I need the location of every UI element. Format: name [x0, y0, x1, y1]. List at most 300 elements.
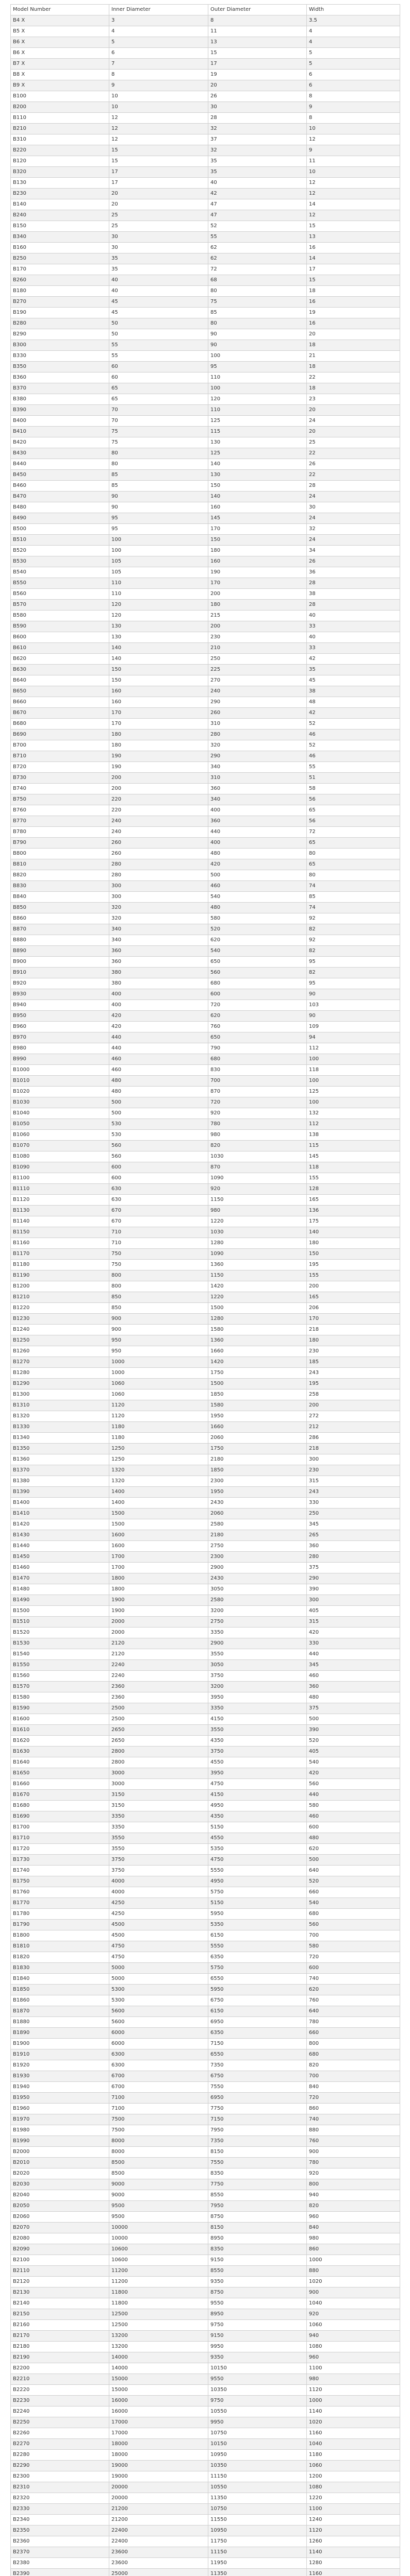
cell-model-number: B2240 — [11, 2406, 109, 2417]
cell-outer-diameter: 85 — [208, 308, 307, 318]
table-row — [11, 1985, 400, 1995]
cell-outer-diameter: 9950 — [208, 2417, 307, 2428]
cell-inner-diameter: 130 — [109, 621, 208, 632]
cell-inner-diameter: 11200 — [109, 2266, 208, 2277]
cell-outer-diameter: 10750 — [208, 2428, 307, 2439]
cell-model-number: B1250 — [11, 1335, 109, 1346]
cell-inner-diameter: 7 — [109, 59, 208, 70]
table-row — [11, 189, 400, 199]
header-model-number: Model Number — [11, 5, 109, 15]
cell-model-number: B1240 — [11, 1325, 109, 1335]
cell-width: 46 — [307, 730, 400, 740]
cell-model-number: B540 — [11, 567, 109, 578]
cell-inner-diameter: 2240 — [109, 1660, 208, 1671]
cell-inner-diameter: 3150 — [109, 1801, 208, 1811]
table-row — [11, 80, 400, 91]
cell-outer-diameter: 290 — [208, 697, 307, 708]
cell-inner-diameter: 180 — [109, 730, 208, 740]
cell-inner-diameter: 3000 — [109, 1779, 208, 1790]
cell-model-number: B900 — [11, 957, 109, 968]
table-row — [11, 2428, 400, 2439]
table-row — [11, 675, 400, 686]
cell-width: 920 — [307, 2309, 400, 2320]
table-row — [11, 70, 400, 80]
cell-outer-diameter: 650 — [208, 1032, 307, 1043]
cell-model-number: B1540 — [11, 1649, 109, 1660]
cell-model-number: B1840 — [11, 1974, 109, 1985]
cell-inner-diameter: 500 — [109, 1097, 208, 1108]
cell-width: 30 — [307, 502, 400, 513]
cell-width: 520 — [307, 1736, 400, 1747]
table-row — [11, 2104, 400, 2114]
table-row — [11, 762, 400, 773]
cell-outer-diameter: 1500 — [208, 1379, 307, 1389]
cell-outer-diameter: 7350 — [208, 2136, 307, 2147]
cell-outer-diameter: 1850 — [208, 1465, 307, 1476]
cell-model-number: B1380 — [11, 1476, 109, 1487]
cell-inner-diameter: 18000 — [109, 2450, 208, 2461]
cell-inner-diameter: 9000 — [109, 2179, 208, 2190]
cell-model-number: B100 — [11, 91, 109, 102]
cell-width: 272 — [307, 1411, 400, 1422]
table-row — [11, 1270, 400, 1281]
cell-width: 11 — [307, 156, 400, 167]
cell-outer-diameter: 11150 — [208, 2547, 307, 2558]
cell-outer-diameter: 310 — [208, 719, 307, 730]
table-row — [11, 1833, 400, 1844]
cell-model-number: B580 — [11, 611, 109, 621]
cell-width: 65 — [307, 859, 400, 870]
cell-outer-diameter: 580 — [208, 913, 307, 924]
cell-outer-diameter: 80 — [208, 318, 307, 329]
cell-model-number: B520 — [11, 546, 109, 556]
cell-width: 9 — [307, 102, 400, 113]
cell-outer-diameter: 180 — [208, 546, 307, 556]
cell-outer-diameter: 6950 — [208, 2093, 307, 2104]
cell-model-number: B830 — [11, 881, 109, 892]
cell-inner-diameter: 12 — [109, 124, 208, 134]
cell-model-number: B360 — [11, 372, 109, 383]
table-row — [11, 2147, 400, 2158]
cell-width: 94 — [307, 1032, 400, 1043]
cell-model-number: B460 — [11, 481, 109, 492]
table-row — [11, 1779, 400, 1790]
table-row — [11, 1747, 400, 1757]
cell-outer-diameter: 360 — [208, 816, 307, 827]
cell-inner-diameter: 90 — [109, 502, 208, 513]
cell-inner-diameter: 280 — [109, 859, 208, 870]
cell-outer-diameter: 9750 — [208, 2320, 307, 2331]
cell-inner-diameter: 530 — [109, 1130, 208, 1141]
table-row — [11, 1584, 400, 1595]
cell-model-number: B2060 — [11, 2212, 109, 2223]
cell-width: 100 — [307, 1076, 400, 1087]
table-row — [11, 102, 400, 113]
cell-inner-diameter: 15 — [109, 156, 208, 167]
cell-model-number: B1460 — [11, 1563, 109, 1573]
cell-outer-diameter: 2900 — [208, 1563, 307, 1573]
cell-inner-diameter: 21200 — [109, 2504, 208, 2515]
cell-width: 900 — [307, 2287, 400, 2298]
cell-inner-diameter: 23600 — [109, 2558, 208, 2569]
table-row — [11, 1314, 400, 1325]
cell-model-number: B1330 — [11, 1422, 109, 1433]
cell-model-number: B1850 — [11, 1985, 109, 1995]
cell-width: 390 — [307, 1725, 400, 1736]
cell-inner-diameter: 20 — [109, 199, 208, 210]
cell-width: 360 — [307, 1682, 400, 1692]
cell-outer-diameter: 230 — [208, 632, 307, 643]
cell-model-number: B500 — [11, 524, 109, 535]
cell-width: 26 — [307, 459, 400, 470]
cell-model-number: B1610 — [11, 1725, 109, 1736]
cell-outer-diameter: 3050 — [208, 1660, 307, 1671]
cell-outer-diameter: 125 — [208, 448, 307, 459]
cell-width: 80 — [307, 849, 400, 859]
cell-outer-diameter: 110 — [208, 372, 307, 383]
table-row — [11, 1476, 400, 1487]
cell-width: 3.5 — [307, 15, 400, 26]
cell-width: 1080 — [307, 2342, 400, 2352]
cell-width: 155 — [307, 1173, 400, 1184]
cell-model-number: B2300 — [11, 2471, 109, 2482]
cell-width: 55 — [307, 762, 400, 773]
table-row — [11, 2298, 400, 2309]
table-row — [11, 221, 400, 232]
cell-inner-diameter: 6 — [109, 48, 208, 59]
cell-model-number: B2040 — [11, 2190, 109, 2201]
cell-width: 90 — [307, 989, 400, 1000]
cell-width: 165 — [307, 1195, 400, 1206]
cell-model-number: B810 — [11, 859, 109, 870]
cell-outer-diameter: 260 — [208, 708, 307, 719]
cell-outer-diameter: 47 — [208, 199, 307, 210]
cell-inner-diameter: 190 — [109, 762, 208, 773]
cell-outer-diameter: 2300 — [208, 1476, 307, 1487]
table-row — [11, 1801, 400, 1811]
table-row — [11, 946, 400, 957]
table-row — [11, 567, 400, 578]
cell-model-number: B1500 — [11, 1606, 109, 1617]
cell-model-number: B310 — [11, 134, 109, 145]
cell-width: 100 — [307, 1054, 400, 1065]
cell-outer-diameter: 30 — [208, 102, 307, 113]
cell-outer-diameter: 3950 — [208, 1692, 307, 1703]
table-row — [11, 1974, 400, 1985]
cell-inner-diameter: 160 — [109, 697, 208, 708]
cell-inner-diameter: 120 — [109, 600, 208, 611]
cell-width: 1160 — [307, 2428, 400, 2439]
cell-inner-diameter: 1800 — [109, 1573, 208, 1584]
cell-inner-diameter: 1700 — [109, 1552, 208, 1563]
table-row — [11, 665, 400, 675]
cell-width: 56 — [307, 794, 400, 805]
table-row — [11, 2244, 400, 2255]
cell-outer-diameter: 55 — [208, 232, 307, 243]
cell-outer-diameter: 2300 — [208, 1552, 307, 1563]
cell-width: 1060 — [307, 2320, 400, 2331]
table-row — [11, 1216, 400, 1227]
cell-inner-diameter: 15000 — [109, 2374, 208, 2385]
table-row — [11, 2266, 400, 2277]
cell-outer-diameter: 5150 — [208, 1898, 307, 1909]
cell-outer-diameter: 6750 — [208, 2071, 307, 2082]
cell-model-number: B1040 — [11, 1108, 109, 1119]
cell-width: 140 — [307, 1227, 400, 1238]
cell-model-number: B2290 — [11, 2461, 109, 2471]
cell-model-number: B440 — [11, 459, 109, 470]
cell-width: 42 — [307, 654, 400, 665]
cell-model-number: B2080 — [11, 2233, 109, 2244]
cell-inner-diameter: 280 — [109, 870, 208, 881]
cell-outer-diameter: 7950 — [208, 2201, 307, 2212]
cell-outer-diameter: 560 — [208, 968, 307, 978]
cell-inner-diameter: 17000 — [109, 2417, 208, 2428]
cell-outer-diameter: 3350 — [208, 1628, 307, 1638]
cell-outer-diameter: 4550 — [208, 1757, 307, 1768]
cell-model-number: B1670 — [11, 1790, 109, 1801]
cell-model-number: B710 — [11, 751, 109, 762]
cell-inner-diameter: 21200 — [109, 2515, 208, 2526]
cell-model-number: B1620 — [11, 1736, 109, 1747]
cell-model-number: B1210 — [11, 1292, 109, 1303]
cell-inner-diameter: 12 — [109, 134, 208, 145]
cell-outer-diameter: 240 — [208, 686, 307, 697]
cell-model-number: B1940 — [11, 2082, 109, 2093]
cell-model-number: B770 — [11, 816, 109, 827]
cell-outer-diameter: 4950 — [208, 1801, 307, 1811]
cell-outer-diameter: 115 — [208, 427, 307, 437]
cell-outer-diameter: 130 — [208, 470, 307, 481]
table-row — [11, 2352, 400, 2363]
cell-outer-diameter: 250 — [208, 654, 307, 665]
cell-inner-diameter: 850 — [109, 1292, 208, 1303]
cell-inner-diameter: 4 — [109, 26, 208, 37]
cell-width: 115 — [307, 1141, 400, 1151]
table-row — [11, 2255, 400, 2266]
table-row — [11, 113, 400, 124]
cell-inner-diameter: 1060 — [109, 1389, 208, 1400]
table-row — [11, 2406, 400, 2417]
cell-outer-diameter: 90 — [208, 329, 307, 340]
cell-inner-diameter: 30 — [109, 243, 208, 253]
cell-outer-diameter: 5750 — [208, 1887, 307, 1898]
cell-outer-diameter: 3050 — [208, 1584, 307, 1595]
cell-model-number: B1370 — [11, 1465, 109, 1476]
cell-model-number: B1980 — [11, 2125, 109, 2136]
cell-model-number: B110 — [11, 113, 109, 124]
cell-outer-diameter: 650 — [208, 957, 307, 968]
cell-inner-diameter: 4750 — [109, 1941, 208, 1952]
cell-width: 720 — [307, 1952, 400, 1963]
cell-outer-diameter: 1850 — [208, 1389, 307, 1400]
table-row — [11, 1141, 400, 1151]
cell-outer-diameter: 90 — [208, 340, 307, 351]
cell-inner-diameter: 95 — [109, 524, 208, 535]
table-row — [11, 264, 400, 275]
cell-outer-diameter: 5950 — [208, 1985, 307, 1995]
cell-model-number: B350 — [11, 362, 109, 372]
cell-model-number: B200 — [11, 102, 109, 113]
cell-width: 65 — [307, 805, 400, 816]
cell-width: 820 — [307, 2201, 400, 2212]
cell-model-number: B1110 — [11, 1184, 109, 1195]
cell-inner-diameter: 1800 — [109, 1584, 208, 1595]
cell-model-number: B6 X — [11, 48, 109, 59]
table-row — [11, 308, 400, 318]
cell-outer-diameter: 5550 — [208, 1941, 307, 1952]
table-row — [11, 2374, 400, 2385]
table-row — [11, 232, 400, 243]
cell-model-number: B1120 — [11, 1195, 109, 1206]
cell-outer-diameter: 290 — [208, 751, 307, 762]
cell-inner-diameter: 70 — [109, 405, 208, 416]
cell-outer-diameter: 200 — [208, 621, 307, 632]
cell-model-number: B1400 — [11, 1498, 109, 1509]
cell-inner-diameter: 1120 — [109, 1400, 208, 1411]
cell-width: 18 — [307, 383, 400, 394]
cell-width: 58 — [307, 784, 400, 794]
cell-outer-diameter: 11350 — [208, 2569, 307, 2576]
cell-model-number: B430 — [11, 448, 109, 459]
cell-width: 880 — [307, 2125, 400, 2136]
cell-width: 780 — [307, 2158, 400, 2168]
cell-width: 33 — [307, 621, 400, 632]
cell-model-number: B2370 — [11, 2547, 109, 2558]
cell-inner-diameter: 320 — [109, 903, 208, 913]
cell-model-number: B1560 — [11, 1671, 109, 1682]
cell-outer-diameter: 37 — [208, 134, 307, 145]
cell-model-number: B510 — [11, 535, 109, 546]
cell-outer-diameter: 1360 — [208, 1260, 307, 1270]
cell-inner-diameter: 4500 — [109, 1920, 208, 1930]
cell-inner-diameter: 16000 — [109, 2406, 208, 2417]
table-row — [11, 124, 400, 134]
table-row — [11, 1227, 400, 1238]
table-row — [11, 91, 400, 102]
table-row — [11, 145, 400, 156]
table-row — [11, 1000, 400, 1011]
cell-inner-diameter: 105 — [109, 567, 208, 578]
table-row — [11, 1292, 400, 1303]
cell-width: 1260 — [307, 2536, 400, 2547]
table-row — [11, 1411, 400, 1422]
table-row — [11, 1660, 400, 1671]
cell-inner-diameter: 2000 — [109, 1617, 208, 1628]
table-body — [11, 15, 400, 2576]
cell-inner-diameter: 17 — [109, 178, 208, 189]
table-row — [11, 1757, 400, 1768]
cell-model-number: B190 — [11, 308, 109, 318]
cell-model-number: B1060 — [11, 1130, 109, 1141]
cell-outer-diameter: 1660 — [208, 1346, 307, 1357]
cell-outer-diameter: 480 — [208, 849, 307, 859]
cell-model-number: B1960 — [11, 2104, 109, 2114]
cell-width: 195 — [307, 1260, 400, 1270]
cell-model-number: B1520 — [11, 1628, 109, 1638]
cell-outer-diameter: 160 — [208, 556, 307, 567]
table-row — [11, 913, 400, 924]
cell-inner-diameter: 85 — [109, 481, 208, 492]
cell-width: 40 — [307, 611, 400, 621]
cell-model-number: B7 X — [11, 59, 109, 70]
cell-outer-diameter: 8350 — [208, 2244, 307, 2255]
table-row — [11, 1054, 400, 1065]
cell-inner-diameter: 480 — [109, 1087, 208, 1097]
cell-inner-diameter: 22400 — [109, 2526, 208, 2536]
cell-inner-diameter: 10600 — [109, 2255, 208, 2266]
table-row — [11, 1552, 400, 1563]
cell-model-number: B1220 — [11, 1303, 109, 1314]
cell-inner-diameter: 460 — [109, 1065, 208, 1076]
table-row — [11, 1130, 400, 1141]
cell-inner-diameter: 300 — [109, 892, 208, 903]
table-row — [11, 2363, 400, 2374]
cell-inner-diameter: 1500 — [109, 1519, 208, 1530]
cell-outer-diameter: 140 — [208, 459, 307, 470]
cell-outer-diameter: 600 — [208, 989, 307, 1000]
cell-width: 125 — [307, 1087, 400, 1097]
cell-inner-diameter: 60 — [109, 372, 208, 383]
cell-width: 4 — [307, 26, 400, 37]
cell-inner-diameter: 4750 — [109, 1952, 208, 1963]
table-row — [11, 524, 400, 535]
cell-width: 740 — [307, 2114, 400, 2125]
cell-outer-diameter: 680 — [208, 978, 307, 989]
table-row — [11, 502, 400, 513]
cell-width: 15 — [307, 221, 400, 232]
cell-outer-diameter: 8950 — [208, 2233, 307, 2244]
cell-outer-diameter: 52 — [208, 221, 307, 232]
cell-inner-diameter: 40 — [109, 275, 208, 286]
table-row — [11, 632, 400, 643]
cell-outer-diameter: 15 — [208, 48, 307, 59]
cell-model-number: B570 — [11, 600, 109, 611]
cell-width: 980 — [307, 2233, 400, 2244]
cell-outer-diameter: 500 — [208, 870, 307, 881]
cell-width: 136 — [307, 1206, 400, 1216]
cell-model-number: B1790 — [11, 1920, 109, 1930]
cell-inner-diameter: 6300 — [109, 2060, 208, 2071]
cell-width: 315 — [307, 1476, 400, 1487]
cell-inner-diameter: 400 — [109, 1000, 208, 1011]
table-row — [11, 2201, 400, 2212]
cell-model-number: B670 — [11, 708, 109, 719]
table-row — [11, 351, 400, 362]
cell-inner-diameter: 10 — [109, 91, 208, 102]
cell-model-number: B640 — [11, 675, 109, 686]
cell-outer-diameter: 760 — [208, 1022, 307, 1032]
table-row — [11, 1963, 400, 1974]
cell-width: 200 — [307, 1400, 400, 1411]
cell-model-number: B920 — [11, 978, 109, 989]
cell-model-number: B530 — [11, 556, 109, 567]
table-row — [11, 1065, 400, 1076]
cell-outer-diameter: 6750 — [208, 1995, 307, 2006]
cell-width: 780 — [307, 2017, 400, 2028]
table-row — [11, 957, 400, 968]
cell-model-number: B800 — [11, 849, 109, 859]
cell-width: 26 — [307, 556, 400, 567]
cell-width: 16 — [307, 318, 400, 329]
cell-outer-diameter: 10350 — [208, 2461, 307, 2471]
cell-inner-diameter: 15000 — [109, 2385, 208, 2396]
cell-outer-diameter: 1030 — [208, 1227, 307, 1238]
cell-outer-diameter: 830 — [208, 1065, 307, 1076]
cell-inner-diameter: 14000 — [109, 2363, 208, 2374]
cell-outer-diameter: 9950 — [208, 2342, 307, 2352]
cell-width: 540 — [307, 1898, 400, 1909]
